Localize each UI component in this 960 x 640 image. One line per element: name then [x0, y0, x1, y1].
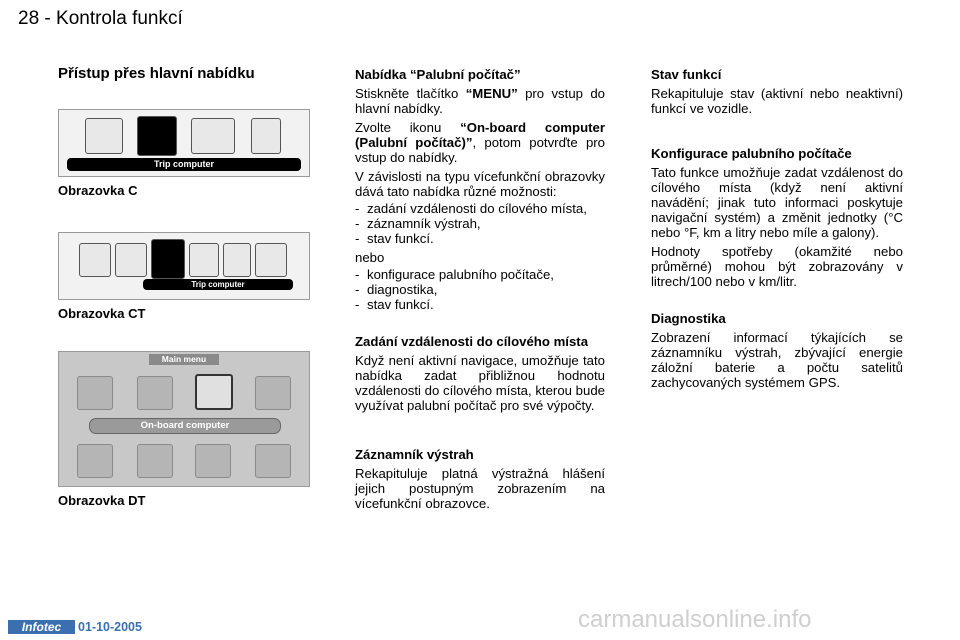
list-item: - záznamník výstrah, [355, 216, 605, 231]
menu-paragraph [355, 86, 605, 116]
icon-paragraph [355, 120, 605, 165]
map-icon [195, 444, 231, 478]
print-date: 01-10-2005 [78, 620, 142, 634]
screen-ct-caption: Obrazovka CT [58, 306, 146, 321]
config-heading: Konfigurace palubního počítače [651, 146, 852, 161]
screen-c-bar: Trip computer [67, 158, 301, 171]
infotec-logo: Infotec [8, 620, 75, 634]
video-icon [255, 444, 291, 478]
screen-c-image [58, 109, 310, 177]
navigation-icon [79, 243, 111, 277]
diagnostics-text: Zobrazení informací týkajících se záznamníku výstrah, zbývající energie záložní baterie a počtu satelitů zachycovaných systémem GPS. [651, 330, 903, 390]
text-span: pro vstup do hlavní nabídky. [355, 86, 605, 116]
document-icon [189, 243, 219, 277]
settings-icon [191, 118, 235, 154]
warnings-heading: Záznamník výstrah [355, 447, 474, 462]
left-column [58, 66, 318, 81]
phone-icon [251, 118, 281, 154]
or-text: nebo [355, 250, 385, 265]
list-item: - zadání vzdálenosti do cílového místa, [355, 201, 605, 216]
distance-heading: Zadání vzdálenosti do cílového místa [355, 334, 589, 349]
list-item: - diagnostika, [355, 282, 605, 297]
directory-icon [255, 376, 291, 410]
text-span: Zvolte ikonu [355, 120, 461, 135]
trip-computer-icon [195, 374, 233, 410]
right-column [651, 67, 903, 394]
list-item: - stav funkcí. [355, 297, 605, 312]
audio-icon [137, 376, 173, 410]
screen-dt-image [58, 351, 310, 487]
options-list-b [355, 267, 605, 312]
screen-dt-caption: Obrazovka DT [58, 493, 146, 508]
status-text: Rekapituluje stav (aktivní nebo neaktivní) funkcí ve vozidle. [651, 86, 903, 116]
settings-icon [255, 243, 287, 277]
trip-computer-icon [137, 116, 177, 156]
settings-icon [137, 444, 173, 478]
warnings-text: Rekapituluje platná výstražná hlášení jejich postupným zobrazením na vícefunkční obrazovce. [355, 466, 605, 511]
trip-computer-icon [151, 239, 185, 279]
main-menu-access-heading: Přístup přes hlavní nabídku [58, 65, 255, 82]
screen-c-caption: Obrazovka C [58, 183, 138, 198]
menu-button-name: “MENU” [465, 86, 518, 101]
page-title: 28 - Kontrola funkcí [18, 8, 183, 29]
diagnostics-heading: Diagnostika [651, 311, 726, 326]
menu-heading: Nabídka “Palubní počítač” [355, 67, 521, 82]
list-item: - konfigurace palubního počítače, [355, 267, 605, 282]
text-span: Stiskněte tlačítko [355, 86, 466, 101]
phone-icon [77, 444, 113, 478]
screen-ct-image [58, 232, 310, 300]
screen-ct-bar: Trip computer [143, 279, 293, 290]
options-intro: V závislosti na typu vícefunkční obrazovky dává tato nabídka různé možnosti: [355, 169, 605, 199]
audio-icon [115, 243, 147, 277]
text-span: , potom potvrďte pro vstup do nabídky. [355, 135, 605, 165]
audio-icon [85, 118, 123, 154]
status-heading: Stav funkcí [651, 67, 722, 82]
middle-column [355, 67, 605, 515]
screen-dt-bar: On-board computer [89, 418, 281, 434]
config-text-1: Tato funkce umožňuje zadat vzdálenost do cílového místa (když není aktivní navádění; jinak tuto informaci poskytuje navigační systém) a změnit jednotky (°C nebo °F, km a litry nebo míle a galony). [651, 165, 903, 240]
distance-text: Když není aktivní navigace, umožňuje tato nabídka zadat přibližnou hodnotu vzdálenosti do cílového místa, kterou bude využívat palubní počítač pro své výpočty. [355, 353, 605, 413]
list-item: - stav funkcí. [355, 231, 605, 246]
screen-dt-title: Main menu [149, 354, 219, 365]
options-list-a [355, 201, 605, 246]
navigation-icon [77, 376, 113, 410]
watermark-url: carmanualsonline.info [578, 606, 812, 633]
config-text-2: Hodnoty spotřeby (okamžité nebo průměrné) mohou být zobrazovány v litrech/100 nebo v km/litr. [651, 244, 903, 289]
phone-icon [223, 243, 251, 277]
icon-name: “On-board computer (Palubní počítač)” [355, 120, 605, 150]
